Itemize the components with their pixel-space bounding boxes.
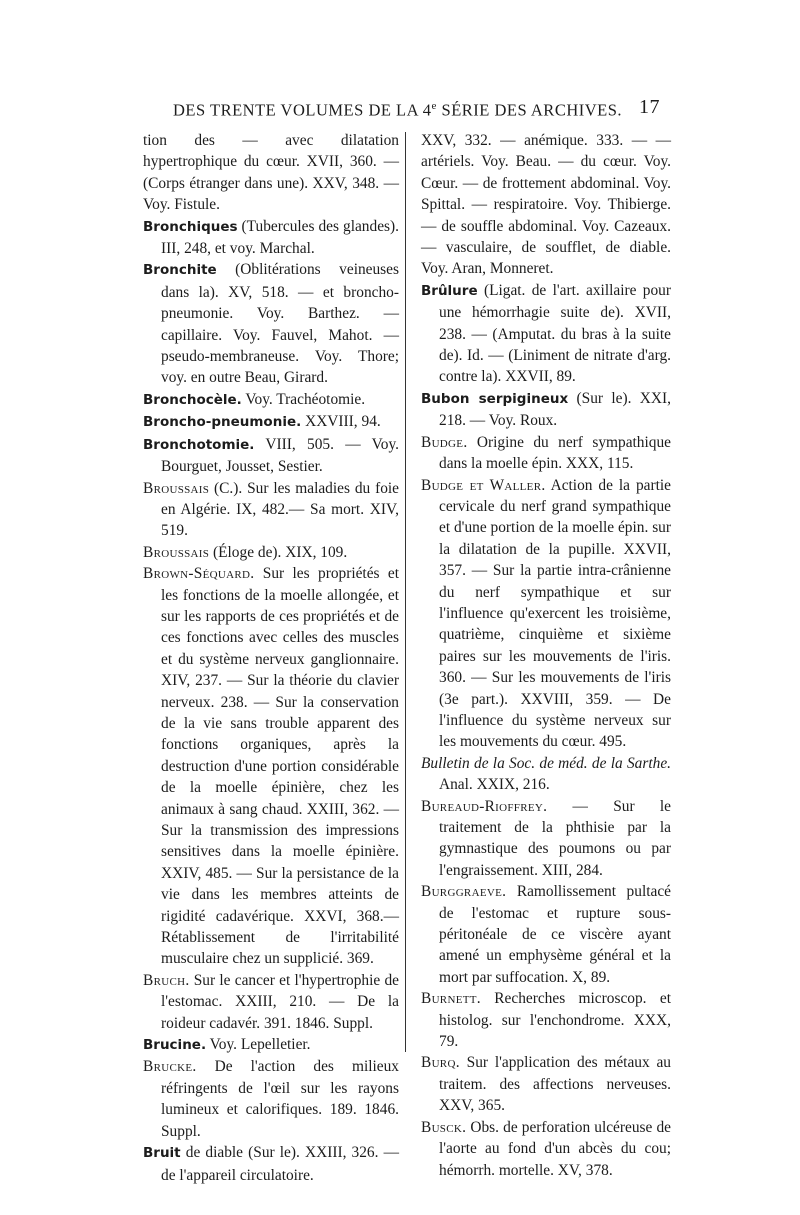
index-entry [421,1117,671,1181]
entry-text: (Ligat. de l'art. axillaire pour une hémorrhagie suite de). XVII, 238. — (Amputat. du bras à la suite de). Id. — (Liniment de nitrate d'arg. contre la). XXVII, 89. [439,281,671,386]
entry-headword: Bubon serpigineux [421,390,569,407]
column-divider [405,132,406,1052]
index-entry [143,1034,399,1056]
running-title-superscript: e [431,100,437,112]
entry-text: de diable (Sur le). XXIII, 326. — de l'appareil circulatoire. [161,1144,399,1184]
entry-headword: Bruit [143,1145,181,1162]
entry-text: Sur l'application des métaux au traitem. des affections nerveuses. XXV, 365. [439,1054,671,1115]
index-entry [143,1142,399,1186]
entry-text: Voy. Lepelletier. [206,1036,311,1054]
index-entry [143,259,399,388]
entry-text: Origine du nerf sympathique dans la moelle épin. XXX, 115. [439,433,671,473]
index-entry [143,563,399,970]
entry-headword: Burnett. [421,990,481,1008]
entry-headword: Burggraeve. [421,883,507,901]
index-entry [421,796,671,882]
entry-headword: Brûlure [421,282,478,299]
entry-text: De l'action des milieux réfringents de l'œil sur les rayons lumineux et calorifiques. 189. 1846. Suppl. [161,1058,399,1140]
left-column [143,130,399,1186]
index-entry [143,411,399,433]
index-entry [421,988,671,1052]
entry-text: Ramollissement pultacé de l'estomac et rupture sous-péritonéale de ce viscère ayant amené un emphysème général et la mort par suffocation. X, 89. [439,883,671,986]
entry-headword: Bulletin de la Soc. de méd. de la Sarthe. [421,754,671,772]
entry-text: Recherches microscop. et histolog. sur l'enchondrome. XXX, 79. [439,990,671,1051]
entry-headword: Broussais [143,479,210,497]
entry-text: VIII, 505. — Voy. Bourguet, Jousset, Sestier. [161,435,399,476]
index-entry [421,388,671,432]
entry-text: Anal. XXIX, 216. [439,776,550,794]
index-entry [421,432,671,475]
entry-headword: Bronchite [143,262,217,279]
index-entry [143,478,399,542]
entry-text: (Éloge de). XIX, 109. [209,543,348,561]
entry-headword: Brown-Séquard. [143,565,255,583]
entry-headword: Bronchotomie. [143,436,255,453]
entry-text: (Sur le). XXI, 218. — Voy. Roux. [439,389,671,430]
entry-headword: Bureaud-Rioffrey. [421,797,548,815]
entry-headword: Burq. [421,1054,460,1072]
entry-headword: Busck. [421,1118,467,1136]
index-entry [143,542,399,563]
running-title [173,100,622,121]
index-entry [421,475,671,753]
entry-text: (Tubercules des glandes). III, 248, et voy. Marchal. [161,217,399,258]
entry-headword: Bronchocèle. [143,391,242,408]
entry-text: tion des — avec dilatation hypertrophique du cœur. XVII, 360. — (Corps étranger dans une). XXV, 348. — Voy. Fistule. [143,132,399,214]
entry-headword: Brucke. [143,1058,197,1076]
index-entry [421,881,671,988]
entry-headword: Bronchiques [143,218,238,235]
page-number: 17 [639,96,660,118]
right-column [421,130,671,1181]
index-entry [421,130,671,280]
entry-headword: Bruch. [143,971,190,989]
running-title-end: SÉRIE DES ARCHIVES. [436,100,623,120]
index-entry [143,216,399,260]
index-entry [143,130,399,216]
index-entry [143,1056,399,1142]
entry-headword: Broncho-pneumonie. [143,414,302,431]
running-header [140,92,660,126]
entry-text: (C.). Sur les maladies du foie en Algérie. IX, 482.— Sa mort. XIV, 519. [161,479,399,540]
entry-headword: Broussais [143,543,210,561]
running-title-main: DES TRENTE VOLUMES DE LA 4 [173,100,432,120]
entry-text: Obs. de perforation ulcéreuse de l'aorte au fond d'un abcès du cou; hémorrh. mortelle. XV, 378. [439,1118,671,1179]
index-entry [143,434,399,478]
index-entry [421,1052,671,1116]
entry-text: (Oblitérations veineuses dans la). XV, 518. — et broncho-pneumonie. Voy. Barthez. — capillaire. Voy. Fauvel, Mahot. — pseudo-membraneuse. Voy. Thore; voy. en outre Beau, Girard. [161,261,399,387]
entry-headword: Budge. [421,433,468,451]
index-entry [143,970,399,1034]
entry-headword: Budge et Waller. [421,476,546,494]
index-entry [143,389,399,411]
entry-text: Action de la partie cervicale du nerf grand sympathique et d'une portion de la moelle épin. sur la dilatation de la pupille. XXVII, 357. — Sur la partie intra-crânienne du nerf sympathique et sur l'influence qu'exercent les troisième, quatrième, cinquième et sixième paires sur les mouvements de l'iris. 360. — Sur les mouvements de l'iris (3e part.). XXVIII, 359. — De l'influence du système nerveux sur les mouvements du cœur. 495. [439,476,671,751]
entry-headword: Brucine. [143,1037,207,1054]
index-entry [421,753,671,796]
index-entry [421,280,671,388]
entry-text: XXV, 332. — anémique. 333. — — artériels. Voy. Beau. — du cœur. Voy. Cœur. — de frottement abdominal. Voy. Spittal. — respiratoire. Voy. Thibierge. — de souffle abdominal. Voy. Cazeaux. — vasculaire, de soufflet, de diable. Voy. Aran, Monneret. [421,132,671,278]
entry-text: Sur les propriétés et les fonctions de la moelle allongée, et sur les rapports de ces propriétés et de ces fonctions avec celles des muscles et du système nerveux ganglionnaire. XIV, 237. — Sur la théorie du clavier nerveux. 238. — Sur la conservation de la vie sans trouble apparent des fonctions organiques, après la destruction d'une portion considérable de la moelle épinière, chez les animaux à sang chaud. XXIII, 362. — Sur la transmission des impressions sensitives dans la moelle épinière. XXIV, 485. — Sur la persistance de la vie dans les membres atteints de rigidité cadavérique. XXVI, 368.— Rétablissement de l'irritabilité musculaire chez un supplicié. 369. [161,565,399,968]
entry-text: — Sur le traitement de la phthisie par la gymnastique des poumons ou par l'engraissement. XIII, 284. [439,797,671,879]
entry-text: XXVIII, 94. [301,413,381,431]
entry-text: Sur le cancer et l'hypertrophie de l'estomac. XXIII, 210. — De la roideur cadavér. 391. 1846. Suppl. [161,971,399,1032]
entry-text: Voy. Trachéotomie. [241,390,366,408]
